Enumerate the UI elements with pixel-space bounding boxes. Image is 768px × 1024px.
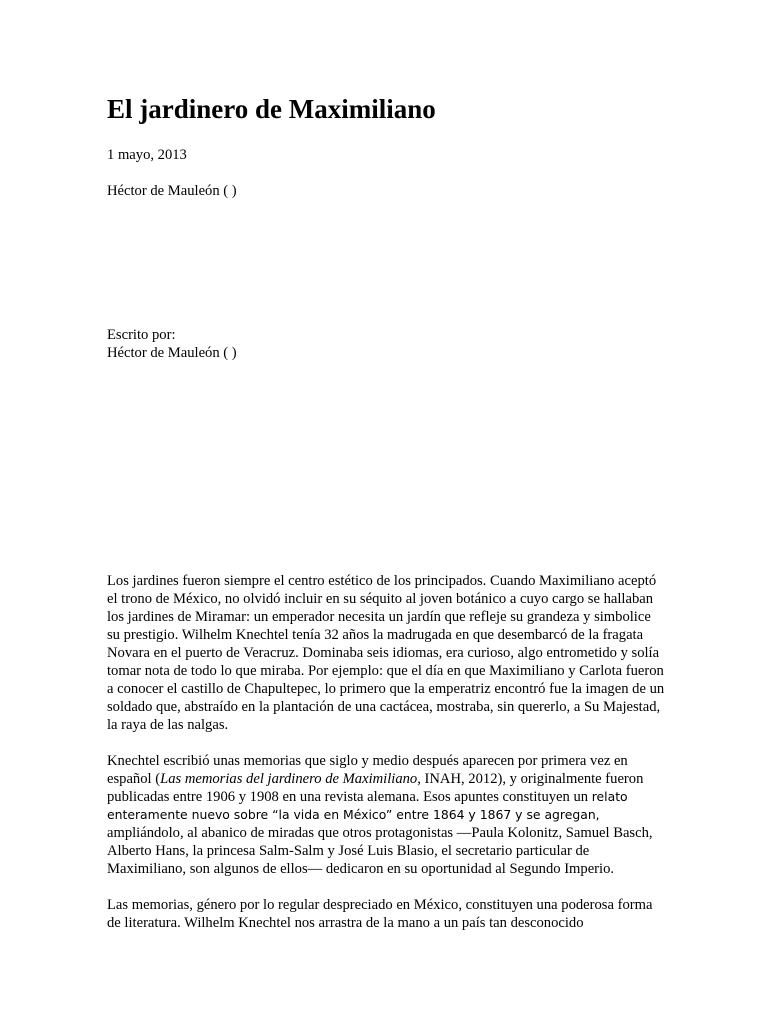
paragraph-2-text: [107, 752, 667, 878]
paragraph-2-part2: , INAH, 2012), y originalmente fueron publicadas entre 1906 y 1908 en una revista alemana. Esos apuntes constituyen un: [107, 771, 644, 805]
paragraph-1-text: Los jardines fueron siempre el centro estético de los principados. Cuando Maximiliano aceptó el trono de México, no olvidó incluir en su séquito al joven botánico a cuyo cargo se hallaban los jardines de Miramar: un emperador necesita un jardín que refleje su grandeza y simbolice su prestigio. Wilhelm Knechtel tenía 32 años la madrugada en que desembarcó de la fragata Novara en el puerto de Veracruz. Dominaba seis idiomas, era curioso, algo entrometido y solía tomar nota de todo lo que miraba. Por ejemplo: que el día en que Maximiliano y Carlota fueron a conocer el castillo de Chapultepec, lo primero que la emperatriz encontró fue la imagen de un soldado que, abstraído en la plantación de una cactácea, mostraba, sin quererlo, a Su Majestad, la raya de las nalgas.: [107, 573, 665, 733]
paragraph-2: [107, 752, 667, 878]
book-title: Las memorias del jardinero de Maximiliano: [160, 771, 418, 787]
author-line: Héctor de Mauleón ( ): [107, 183, 237, 199]
paragraph-2-part1: Knechtel escribió unas memorias que siglo y medio después aparecen por primera vez en español (: [107, 753, 628, 787]
paragraph-3-text: Las memorias, género por lo regular despreciado en México, constituyen una poderosa forma de literatura. Wilhelm Knechtel nos arrastra de la mano a un país tan desconocido: [107, 897, 653, 931]
paragraph-1: [107, 572, 667, 734]
article-date: 1 mayo, 2013: [107, 147, 187, 163]
paragraph-3: [107, 896, 667, 932]
written-by-label: Escrito por:: [107, 327, 176, 343]
paragraph-2-part3: relato enteramente nuevo sobre “la vida en México” entre 1864 y 1867 y se agregan,: [107, 789, 628, 822]
paragraph-2-part4: ampliándolo, al abanico de miradas que otros protagonistas —Paula Kolonitz, Samuel Basch, Alberto Hans, la princesa Salm-Salm y José Luis Blasio, el secretario particular de Maximiliano, son algunos de ellos— dedicaron en su oportunidad al Segundo Imperio.: [107, 825, 653, 877]
written-by-author: Héctor de Mauleón ( ): [107, 345, 237, 361]
article-title: El jardinero de Maximiliano: [107, 94, 436, 124]
